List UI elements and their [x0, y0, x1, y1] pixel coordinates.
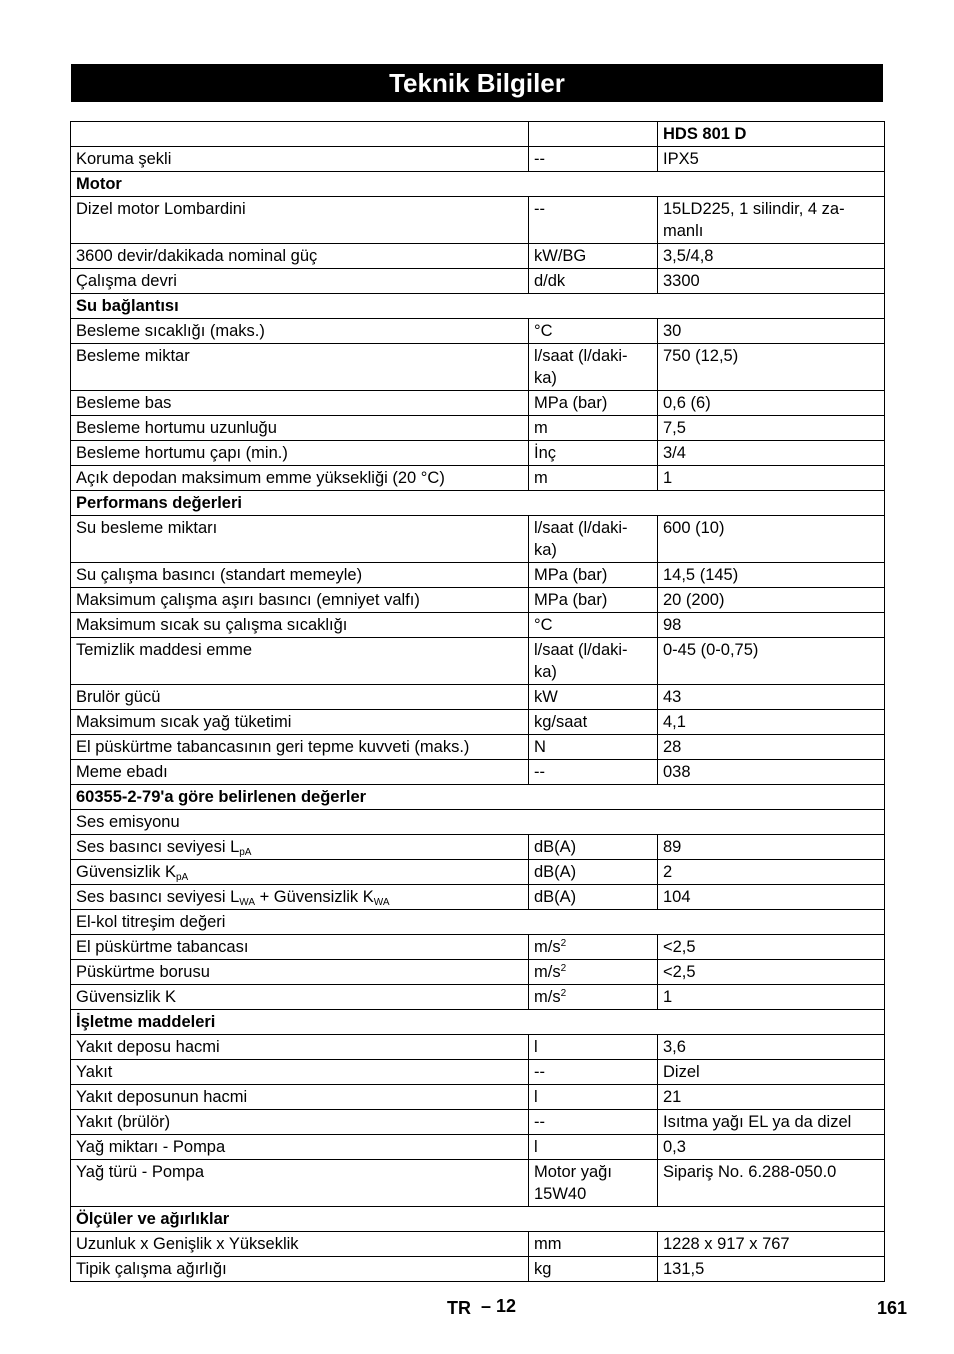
- spec-value-cell: [658, 319, 885, 344]
- spec-value-cell: [658, 1085, 885, 1110]
- spec-value: 20 (200): [663, 591, 725, 609]
- subsection-row: [71, 810, 885, 835]
- spec-unit-cell: [529, 319, 658, 344]
- section-title: Su bağlantısı: [71, 294, 885, 319]
- table-row: [71, 319, 885, 344]
- spec-label-cell: [71, 244, 529, 269]
- spec-label: Yakıt (brülör): [76, 1113, 171, 1131]
- table-header-row: [71, 122, 885, 147]
- spec-label: El püskürtme tabancası: [76, 938, 249, 956]
- model-name: HDS 801 D: [658, 122, 885, 147]
- table-row: [71, 835, 885, 860]
- spec-unit-superscript: 2: [560, 963, 567, 974]
- spec-value: 1: [663, 988, 673, 1006]
- table-row: [71, 441, 885, 466]
- table-row: [71, 147, 885, 172]
- spec-label: Su besleme miktarı: [76, 519, 218, 537]
- table-row: [71, 344, 885, 391]
- spec-value-cell: [658, 466, 885, 491]
- spec-unit-cell: [529, 613, 658, 638]
- spec-value: IPX5: [663, 150, 699, 168]
- spec-label: Besleme hortumu çapı (min.): [76, 444, 288, 462]
- spec-value: 21: [663, 1088, 682, 1106]
- spec-unit-cell: [529, 638, 658, 685]
- spec-unit-cell: [529, 685, 658, 710]
- spec-label: Güvensizlik K: [76, 988, 176, 1006]
- spec-unit-cell: [529, 760, 658, 785]
- section-header-row: [71, 172, 885, 197]
- spec-unit: MPa (bar): [534, 394, 608, 412]
- spec-unit-cell: [529, 269, 658, 294]
- spec-label: Besleme sıcaklığı (maks.): [76, 322, 265, 340]
- spec-unit: N: [534, 738, 546, 756]
- spec-unit-cell: [529, 1257, 658, 1282]
- spec-value-cell: [658, 985, 885, 1010]
- spec-value-cell: [658, 563, 885, 588]
- spec-label: Tipik çalışma ağırlığı: [76, 1260, 227, 1278]
- spec-unit-cell: [529, 516, 658, 563]
- spec-unit-cell: [529, 244, 658, 269]
- spec-label-cell: [71, 1160, 529, 1207]
- spec-label-cell: [71, 1060, 529, 1085]
- spec-unit: Motor yağı 15W40: [534, 1163, 612, 1203]
- spec-unit: dB(A): [534, 838, 577, 856]
- spec-value: 3/4: [663, 444, 686, 462]
- spec-value-cell: [658, 1160, 885, 1207]
- spec-label-cell: [71, 516, 529, 563]
- spec-label-cell: [71, 735, 529, 760]
- spec-unit: İnç: [534, 444, 557, 462]
- spec-unit: m/s: [534, 963, 561, 981]
- spec-value: 14,5 (145): [663, 566, 739, 584]
- spec-value: 30: [663, 322, 682, 340]
- spec-unit-cell: [529, 344, 658, 391]
- spec-unit: l/saat (l/daki- ka): [534, 347, 628, 387]
- spec-value-cell: [658, 1035, 885, 1060]
- spec-value: Dizel: [663, 1063, 700, 1081]
- spec-unit-cell: [529, 197, 658, 244]
- spec-unit-cell: [529, 588, 658, 613]
- table-row: [71, 197, 885, 244]
- subsection-row: [71, 910, 885, 935]
- spec-unit-cell: [529, 985, 658, 1010]
- spec-label: Maksimum çalışma aşırı basıncı (emniyet valfı): [76, 591, 420, 609]
- section-header-row: [71, 294, 885, 319]
- table-row: [71, 466, 885, 491]
- spec-label: Brulör gücü: [76, 688, 161, 706]
- spec-label: Besleme bas: [76, 394, 172, 412]
- spec-value-cell: [658, 1060, 885, 1085]
- spec-value: 131,5: [663, 1260, 705, 1278]
- table-row: [71, 885, 885, 910]
- section-title: Performans değerleri: [71, 491, 885, 516]
- spec-label: Temizlik maddesi emme: [76, 641, 253, 659]
- spec-value: 1228 x 917 x 767: [663, 1235, 790, 1253]
- spec-unit: --: [534, 763, 545, 781]
- spec-label-cell: [71, 588, 529, 613]
- spec-label: Yağ miktarı - Pompa: [76, 1138, 226, 1156]
- table-row: [71, 269, 885, 294]
- spec-value-cell: [658, 710, 885, 735]
- spec-unit: MPa (bar): [534, 566, 608, 584]
- spec-label-continued: + Güvensizlik K: [255, 888, 374, 906]
- spec-unit: l: [534, 1138, 538, 1156]
- table-row: [71, 1160, 885, 1207]
- table-row: [71, 1257, 885, 1282]
- spec-unit-cell: [529, 1232, 658, 1257]
- section-title: Ölçüler ve ağırlıklar: [71, 1207, 885, 1232]
- spec-value-cell: [658, 1232, 885, 1257]
- spec-label-cell: [71, 563, 529, 588]
- subsection-title: El-kol titreşim değeri: [71, 910, 885, 935]
- spec-label-cell: [71, 710, 529, 735]
- footer-page-number: 161: [877, 1298, 908, 1318]
- spec-value: 1: [663, 469, 673, 487]
- spec-unit-cell: [529, 441, 658, 466]
- spec-value-cell: [658, 735, 885, 760]
- spec-value: 750 (12,5): [663, 347, 739, 365]
- spec-value-cell: [658, 344, 885, 391]
- spec-unit-cell: [529, 1060, 658, 1085]
- spec-label: Püskürtme borusu: [76, 963, 210, 981]
- spec-label: Yakıt deposu hacmi: [76, 1038, 220, 1056]
- table-row: [71, 735, 885, 760]
- spec-label-cell: [71, 441, 529, 466]
- spec-unit-cell: [529, 860, 658, 885]
- spec-label: 3600 devir/dakikada nominal güç: [76, 247, 318, 265]
- spec-label-cell: [71, 1257, 529, 1282]
- spec-unit: m/s: [534, 938, 561, 956]
- spec-value-cell: [658, 516, 885, 563]
- spec-label-cell: [71, 319, 529, 344]
- spec-label-cell: [71, 391, 529, 416]
- spec-label: Maksimum sıcak su çalışma sıcaklığı: [76, 616, 348, 634]
- spec-label: Meme ebadı: [76, 763, 168, 781]
- spec-label: Yakıt: [76, 1063, 113, 1081]
- spec-label: Koruma şekli: [76, 150, 172, 168]
- spec-unit: --: [534, 1063, 545, 1081]
- spec-label-cell: [71, 197, 529, 244]
- table-row: [71, 1060, 885, 1085]
- spec-value: 89: [663, 838, 682, 856]
- page-title: Teknik Bilgiler: [71, 64, 883, 102]
- spec-unit: m: [534, 469, 548, 487]
- spec-value: 28: [663, 738, 682, 756]
- spec-unit-cell: [529, 835, 658, 860]
- spec-label: Besleme hortumu uzunluğu: [76, 419, 277, 437]
- table-row: [71, 391, 885, 416]
- spec-label-cell: [71, 835, 529, 860]
- header-unit-cell: [529, 122, 658, 147]
- table-row: [71, 416, 885, 441]
- table-row: [71, 516, 885, 563]
- spec-table: [70, 121, 885, 1282]
- spec-label-subscript: pA: [175, 872, 189, 883]
- section-header-row: [71, 1207, 885, 1232]
- spec-value-cell: [658, 1110, 885, 1135]
- spec-unit-cell: [529, 960, 658, 985]
- spec-unit-cell: [529, 735, 658, 760]
- section-title: 60355-2-79'a göre belirlenen değerler: [71, 785, 885, 810]
- table-row: [71, 935, 885, 960]
- spec-value-cell: [658, 244, 885, 269]
- table-row: [71, 760, 885, 785]
- spec-unit-cell: [529, 935, 658, 960]
- spec-unit: kW/BG: [534, 247, 587, 265]
- spec-label-cell: [71, 269, 529, 294]
- table-row: [71, 685, 885, 710]
- spec-value-cell: [658, 835, 885, 860]
- spec-label-cell: [71, 1035, 529, 1060]
- spec-unit: --: [534, 1113, 545, 1131]
- spec-value-cell: [658, 588, 885, 613]
- spec-unit: MPa (bar): [534, 591, 608, 609]
- spec-label-cell: [71, 1135, 529, 1160]
- spec-value: 0-45 (0-0,75): [663, 641, 759, 659]
- table-row: [71, 563, 885, 588]
- spec-label: Ses basıncı seviyesi L: [76, 838, 240, 856]
- spec-label: Güvensizlik K: [76, 863, 176, 881]
- spec-label: Besleme miktar: [76, 347, 190, 365]
- spec-unit-cell: [529, 416, 658, 441]
- spec-value-cell: [658, 960, 885, 985]
- spec-value: 15LD225, 1 silindir, 4 za- manlı: [663, 200, 845, 240]
- spec-value: 0,6 (6): [663, 394, 711, 412]
- spec-label-cell: [71, 344, 529, 391]
- spec-unit: kg: [534, 1260, 552, 1278]
- spec-value-cell: [658, 197, 885, 244]
- spec-value: 600 (10): [663, 519, 725, 537]
- footer-language: TR: [447, 1298, 471, 1318]
- spec-value-cell: [658, 638, 885, 685]
- section-title: Motor: [71, 172, 885, 197]
- table-row: [71, 960, 885, 985]
- header-label-cell: [71, 122, 529, 147]
- spec-unit: --: [534, 200, 545, 218]
- spec-unit: kg/saat: [534, 713, 588, 731]
- spec-label-subscript: pA: [239, 847, 252, 858]
- spec-label-cell: [71, 1110, 529, 1135]
- table-row: [71, 710, 885, 735]
- spec-label: Ses basıncı seviyesi L: [76, 888, 240, 906]
- spec-value: 3300: [663, 272, 700, 290]
- table-row: [71, 860, 885, 885]
- spec-unit-cell: [529, 147, 658, 172]
- spec-label-cell: [71, 760, 529, 785]
- spec-value: 104: [663, 888, 691, 906]
- spec-unit: d/dk: [534, 272, 566, 290]
- spec-unit: dB(A): [534, 888, 577, 906]
- spec-value-cell: [658, 269, 885, 294]
- section-header-row: [71, 1010, 885, 1035]
- spec-unit-cell: [529, 1035, 658, 1060]
- spec-value-cell: [658, 935, 885, 960]
- spec-value-cell: [658, 885, 885, 910]
- footer-local-page: – 12: [481, 1296, 517, 1316]
- spec-label-subscript: WA: [239, 897, 255, 908]
- spec-value-cell: [658, 416, 885, 441]
- spec-unit-superscript: 2: [560, 988, 567, 999]
- table-row: [71, 613, 885, 638]
- spec-value: 98: [663, 616, 682, 634]
- table-row: [71, 1085, 885, 1110]
- spec-label: Çalışma devri: [76, 272, 177, 290]
- spec-value: 0,3: [663, 1138, 686, 1156]
- spec-label-cell: [71, 860, 529, 885]
- spec-label: Su çalışma basıncı (standart memeyle): [76, 566, 363, 584]
- spec-unit: l/saat (l/daki- ka): [534, 641, 628, 681]
- table-row: [71, 1035, 885, 1060]
- section-header-row: [71, 491, 885, 516]
- table-row: [71, 1135, 885, 1160]
- spec-unit: l: [534, 1038, 538, 1056]
- table-row: [71, 244, 885, 269]
- spec-value: 4,1: [663, 713, 686, 731]
- spec-unit-cell: [529, 710, 658, 735]
- spec-unit: l: [534, 1088, 538, 1106]
- spec-value: 2: [663, 863, 673, 881]
- spec-value: 038: [663, 763, 691, 781]
- spec-unit-cell: [529, 1085, 658, 1110]
- spec-unit-cell: [529, 466, 658, 491]
- table-row: [71, 638, 885, 685]
- spec-label: Yağ türü - Pompa: [76, 1163, 205, 1181]
- spec-label: Yakıt deposunun hacmi: [76, 1088, 248, 1106]
- spec-unit-superscript: 2: [560, 938, 567, 949]
- spec-label: Dizel motor Lombardini: [76, 200, 246, 218]
- spec-label-subscript: WA: [373, 897, 390, 908]
- spec-label-cell: [71, 935, 529, 960]
- spec-unit: kW: [534, 688, 558, 706]
- spec-value: 3,5/4,8: [663, 247, 714, 265]
- section-header-row: [71, 785, 885, 810]
- spec-unit-cell: [529, 1110, 658, 1135]
- spec-label-cell: [71, 147, 529, 172]
- table-row: [71, 985, 885, 1010]
- spec-value: 3,6: [663, 1038, 686, 1056]
- spec-unit: °C: [534, 616, 553, 634]
- spec-value: 43: [663, 688, 682, 706]
- spec-label-cell: [71, 1085, 529, 1110]
- spec-value: 7,5: [663, 419, 686, 437]
- spec-value: <2,5: [663, 963, 696, 981]
- spec-unit-cell: [529, 1160, 658, 1207]
- spec-label-cell: [71, 685, 529, 710]
- spec-label: Maksimum sıcak yağ tüketimi: [76, 713, 292, 731]
- spec-unit: l/saat (l/daki- ka): [534, 519, 628, 559]
- spec-value: Isıtma yağı EL ya da dizel: [663, 1113, 852, 1131]
- spec-label: Açık depodan maksimum emme yüksekliği (20 °C): [76, 469, 445, 487]
- section-title: İşletme maddeleri: [71, 1010, 885, 1035]
- spec-label-cell: [71, 885, 529, 910]
- spec-label: El püskürtme tabancasının geri tepme kuvveti (maks.): [76, 738, 470, 756]
- spec-unit-cell: [529, 563, 658, 588]
- spec-value-cell: [658, 147, 885, 172]
- spec-value: <2,5: [663, 938, 696, 956]
- spec-unit: mm: [534, 1235, 562, 1253]
- table-row: [71, 1232, 885, 1257]
- subsection-title: Ses emisyonu: [71, 810, 885, 835]
- spec-unit: m: [534, 419, 548, 437]
- spec-unit: m/s: [534, 988, 561, 1006]
- spec-unit: --: [534, 150, 545, 168]
- spec-unit-cell: [529, 1135, 658, 1160]
- spec-label-cell: [71, 613, 529, 638]
- spec-value-cell: [658, 860, 885, 885]
- spec-unit-cell: [529, 391, 658, 416]
- spec-value: Sipariş No. 6.288-050.0: [663, 1163, 837, 1181]
- spec-value-cell: [658, 391, 885, 416]
- spec-label-cell: [71, 638, 529, 685]
- spec-value-cell: [658, 1135, 885, 1160]
- table-row: [71, 1110, 885, 1135]
- spec-value-cell: [658, 1257, 885, 1282]
- spec-value-cell: [658, 441, 885, 466]
- spec-unit: dB(A): [534, 863, 577, 881]
- spec-unit: °C: [534, 322, 553, 340]
- spec-label-cell: [71, 416, 529, 441]
- spec-value-cell: [658, 685, 885, 710]
- spec-label-cell: [71, 985, 529, 1010]
- spec-value-cell: [658, 613, 885, 638]
- table-row: [71, 588, 885, 613]
- spec-value-cell: [658, 760, 885, 785]
- spec-label-cell: [71, 1232, 529, 1257]
- spec-label-cell: [71, 466, 529, 491]
- spec-unit-cell: [529, 885, 658, 910]
- spec-label-cell: [71, 960, 529, 985]
- spec-label: Uzunluk x Genişlik x Yükseklik: [76, 1235, 299, 1253]
